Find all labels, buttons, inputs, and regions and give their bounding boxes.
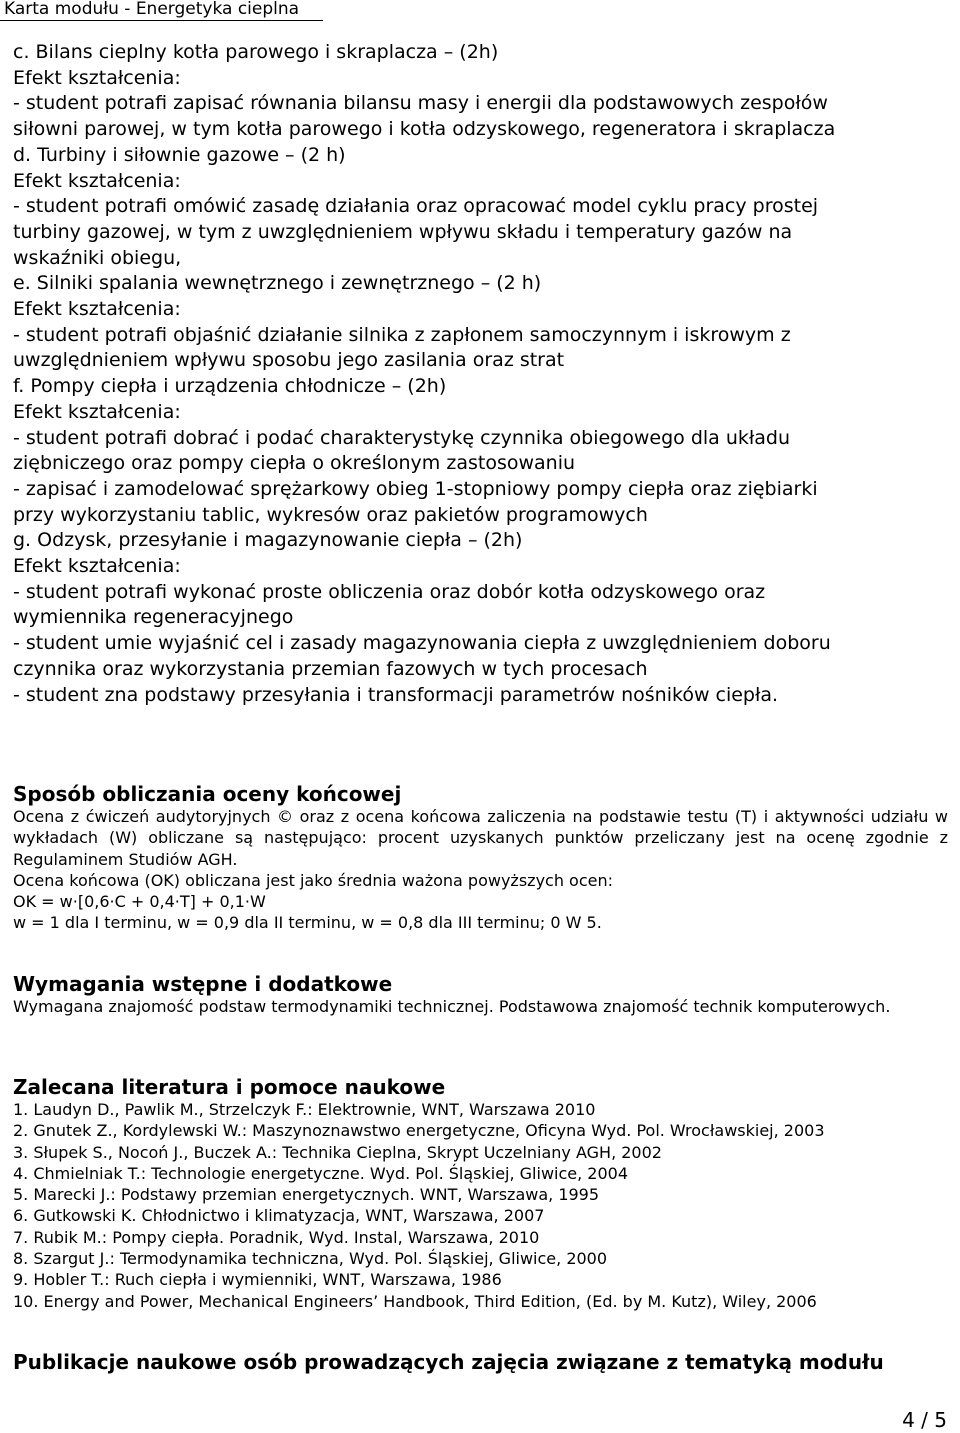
topic-line: - zapisać i zamodelować sprężarkowy obieg 1-stopniowy pompy ciepła oraz ziębiarki — [13, 477, 818, 500]
literature-item: 8. Szargut J.: Termodynamika techniczna, Wyd. Pol. Śląskiej, Gliwice, 2000 — [13, 1249, 608, 1269]
topic-line: g. Odzysk, przesyłanie i magazynowanie ciepła – (2h) — [13, 529, 523, 552]
topic-line: f. Pompy ciepła i urządzenia chłodnicze – (2h) — [13, 375, 447, 398]
grading-heading: Sposób obliczania oceny końcowej — [13, 782, 402, 806]
literature-list — [13, 1099, 948, 1312]
topic-line: Efekt kształcenia: — [13, 298, 181, 321]
topic-line: d. Turbiny i siłownie gazowe – (2 h) — [13, 143, 346, 166]
literature-item: 4. Chmielniak T.: Technologie energetyczne. Wyd. Pol. Śląskiej, Gliwice, 2004 — [13, 1163, 628, 1183]
literature-item: 3. Słupek S., Nocoń J., Buczek A.: Technika Cieplna, Skrypt Uczelniany AGH, 2002 — [13, 1142, 662, 1162]
topic-line: Efekt kształcenia: — [13, 400, 181, 423]
topic-line: Efekt kształcenia: — [13, 169, 181, 192]
topic-line: przy wykorzystaniu tablic, wykresów oraz pakietów programowych — [13, 503, 648, 526]
literature-section — [13, 1075, 948, 1312]
literature-item: 9. Hobler T.: Ruch ciepła i wymienniki, WNT, Warszawa, 1986 — [13, 1270, 502, 1290]
topic-line: wymiennika regeneracyjnego — [13, 606, 294, 629]
topic-line: - student potrafi objaśnić działanie silnika z zapłonem samoczynnym i iskrowym z — [13, 323, 791, 346]
grading-formula: OK = w·[0,6·C + 0,4·T] + 0,1·W — [13, 892, 266, 912]
topic-line: Efekt kształcenia: — [13, 66, 181, 89]
literature-heading: Zalecana literatura i pomoce naukowe — [13, 1075, 446, 1099]
literature-item: 7. Rubik M.: Pompy ciepła. Poradnik, Wyd. Instal, Warszawa, 2010 — [13, 1227, 540, 1247]
document-title: Karta modułu - Energetyka cieplna — [4, 0, 300, 19]
topic-line: siłowni parowej, w tym kotła parowego i kotła odzyskowego, regeneratora i skraplacza — [13, 118, 836, 141]
page-number: 4 / 5 — [902, 1408, 947, 1432]
document-header — [0, 0, 323, 21]
literature-item: 6. Gutkowski K. Chłodnictwo i klimatyzacja, WNT, Warszawa, 2007 — [13, 1206, 545, 1226]
grading-section — [13, 782, 948, 934]
topic-line: wskaźniki obiegu, — [13, 246, 182, 269]
topic-line: c. Bilans cieplny kotła parowego i skraplacza – (2h) — [13, 41, 499, 63]
topic-line: - student potrafi omówić zasadę działania oraz opracować model cyklu pracy prostej — [13, 195, 819, 218]
topic-line: - student potrafi wykonać proste obliczenia oraz dobór kotła odzyskowego oraz — [13, 580, 766, 603]
topic-line: e. Silniki spalania wewnętrznego i zewnętrznego – (2 h) — [13, 272, 542, 295]
topic-list — [13, 40, 948, 708]
literature-item: 2. Gnutek Z., Kordylewski W.: Maszynoznawstwo energetyczne, Oficyna Wyd. Pol. Wrocławskiej, 2003 — [13, 1121, 825, 1141]
grading-weights: w = 1 dla I terminu, w = 0,9 dla II terminu, w = 0,8 dla III terminu; 0 W 5. — [13, 913, 602, 933]
requirements-text: Wymagana znajomość podstaw termodynamiki technicznej. Podstawowa znajomość technik komputerowych. — [13, 997, 891, 1016]
topic-line: Efekt kształcenia: — [13, 555, 181, 578]
grading-paragraph: Ocena z ćwiczeń audytoryjnych © oraz z ocena końcowa zaliczenia na podstawie testu (T) i aktywności udziału w wykładach (W) obliczane są następująco: procent uzyskanych punktów przeliczany jest na ocenę zgodnie z Regulaminem Studiów AGH. — [13, 807, 948, 869]
literature-item: 10. Energy and Power, Mechanical Engineers’ Handbook, Third Edition, (Ed. by M. Kutz), Wiley, 2006 — [13, 1291, 817, 1311]
literature-item: 1. Laudyn D., Pawlik M., Strzelczyk F.: Elektrownie, WNT, Warszawa 2010 — [13, 1100, 596, 1119]
requirements-heading: Wymagania wstępne i dodatkowe — [13, 972, 393, 996]
topic-line: - student umie wyjaśnić cel i zasady magazynowania ciepła z uwzględnieniem doboru — [13, 632, 831, 655]
topic-line: - student zna podstawy przesyłania i transformacji parametrów nośników ciepła. — [13, 683, 779, 706]
grading-weighted-average-text: Ocena końcowa (OK) obliczana jest jako średnia ważona powyższych ocen: — [13, 870, 614, 890]
topic-line: - student potrafi dobrać i podać charakterystykę czynnika obiegowego dla układu — [13, 426, 791, 449]
publications-heading: Publikacje naukowe osób prowadzących zajęcia związane z tematyką modułu — [13, 1350, 884, 1374]
literature-item: 5. Marecki J.: Podstawy przemian energetycznych. WNT, Warszawa, 1995 — [13, 1185, 600, 1205]
topic-line: - student potrafi zapisać równania bilansu masy i energii dla podstawowych zespołów — [13, 92, 828, 115]
topic-line: ziębniczego oraz pompy ciepła o określonym zastosowaniu — [13, 452, 576, 475]
requirements-section — [13, 972, 948, 1017]
topic-line: turbiny gazowej, w tym z uwzględnieniem wpływu składu i temperatury gazów na — [13, 220, 793, 243]
publications-section — [13, 1350, 948, 1374]
topic-line: czynnika oraz wykorzystania przemian fazowych w tych procesach — [13, 657, 648, 680]
topic-line: uwzględnieniem wpływu sposobu jego zasilania oraz strat — [13, 349, 565, 372]
